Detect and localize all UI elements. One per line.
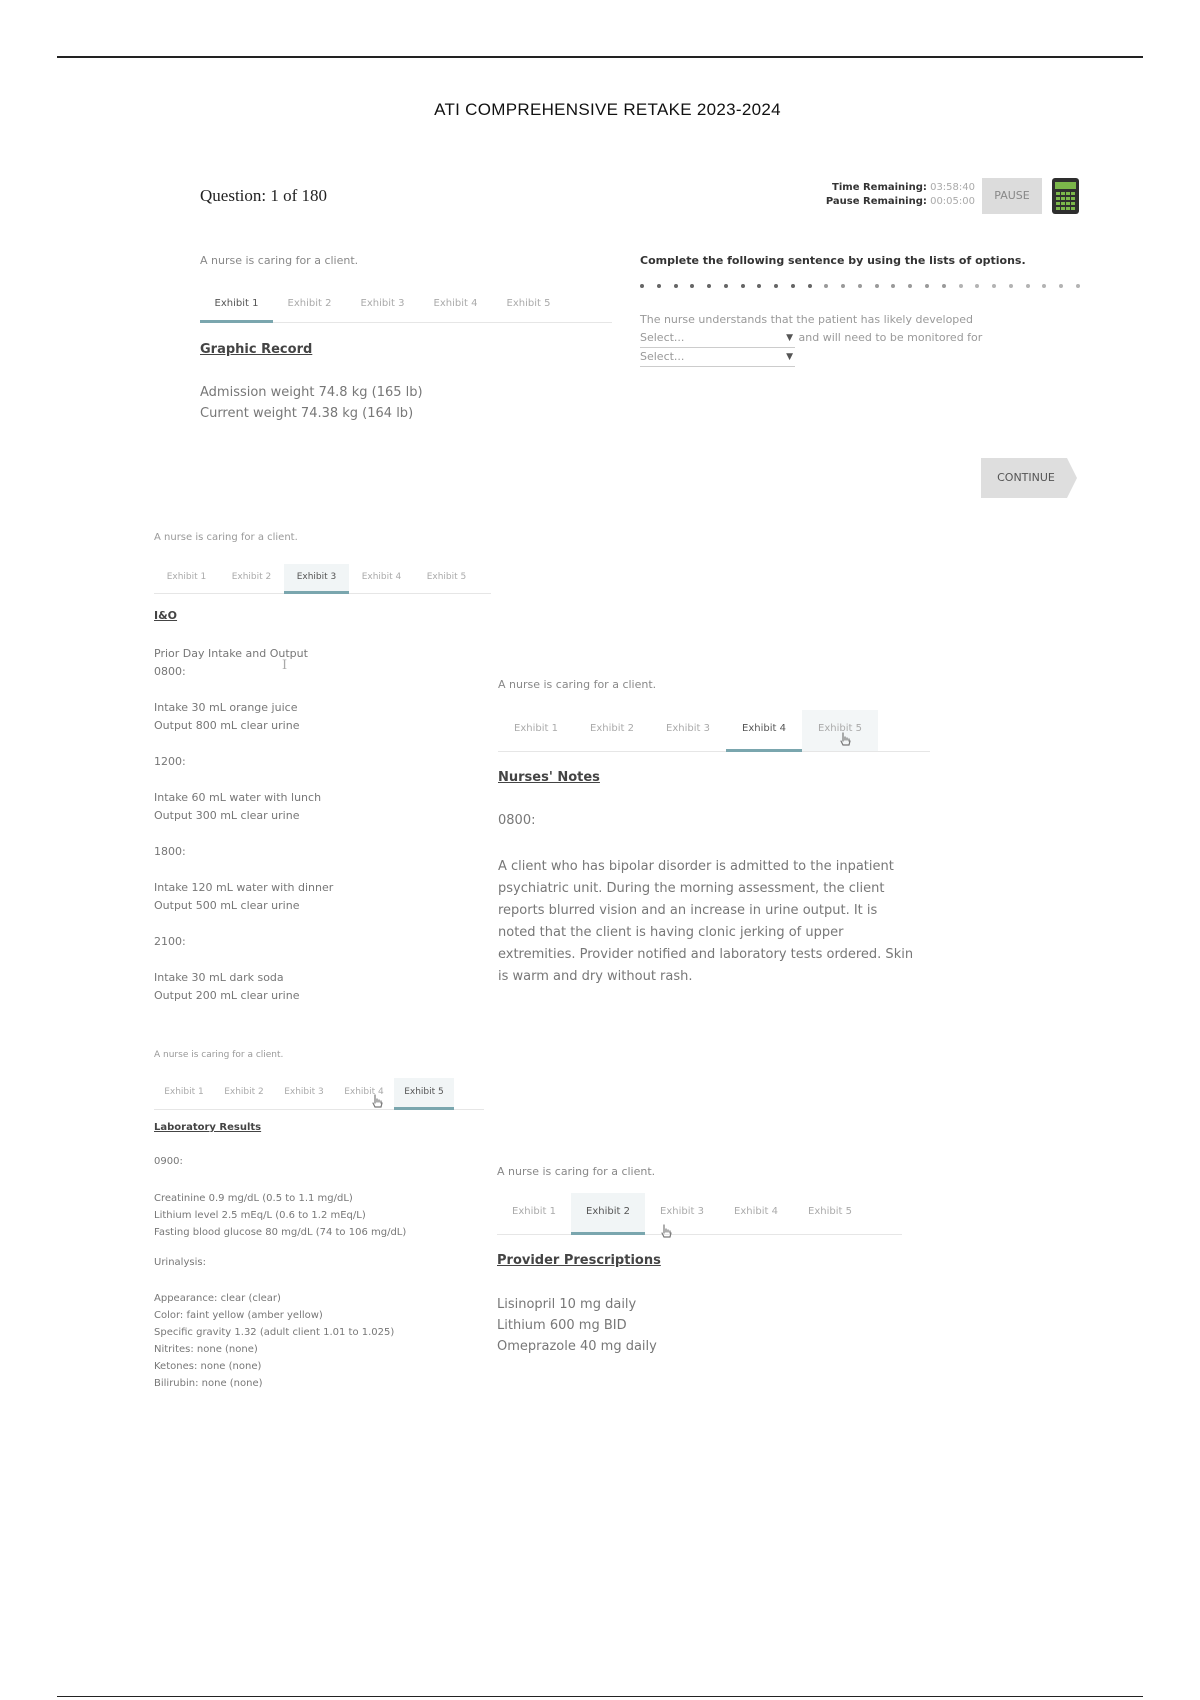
bottom-rule: [57, 1696, 1143, 1697]
document-title: ATI COMPREHENSIVE RETAKE 2023-2024: [434, 100, 781, 119]
tab-exhibit-4[interactable]: Exhibit 4: [726, 710, 802, 751]
sentence-part-2: and will need to be monitored for: [798, 331, 983, 344]
urinalysis-line: Ketones: none (none): [154, 1361, 262, 1372]
exhibit-tabs: [154, 1078, 484, 1110]
select-dropdown-2[interactable]: [640, 348, 795, 367]
tab-exhibit-3[interactable]: Exhibit 3: [360, 298, 405, 309]
prescription-item: Omeprazole 40 mg daily: [497, 1339, 657, 1354]
tab-exhibit-5[interactable]: Exhibit 5: [802, 710, 878, 751]
urinalysis-label: Urinalysis:: [154, 1257, 206, 1268]
text-cursor-icon: I: [282, 658, 288, 673]
urinalysis-line: Appearance: clear (clear): [154, 1293, 281, 1304]
stem-text: A nurse is caring for a client.: [154, 1050, 284, 1060]
continue-label: CONTINUE: [997, 471, 1055, 484]
question-instruction: Complete the following sentence by using the lists of options.: [640, 254, 1026, 267]
notes-line: psychiatric unit. During the morning assessment, the client: [498, 881, 885, 896]
tab-exhibit-4[interactable]: Exhibit 4: [433, 298, 478, 309]
time-remaining-value: 03:58:40: [930, 182, 975, 193]
io-time: 1800:: [154, 845, 186, 858]
io-output: Output 300 mL clear urine: [154, 809, 300, 822]
lab-line: Fasting blood glucose 80 mg/dL (74 to 106 mg/dL): [154, 1227, 407, 1238]
exhibit-tabs: [498, 710, 930, 752]
current-weight: Current weight 74.38 kg (164 lb): [200, 406, 414, 421]
notes-line: A client who has bipolar disorder is admitted to the inpatient: [498, 859, 894, 874]
tab-exhibit-2[interactable]: Exhibit 2: [590, 723, 634, 734]
stem-text: A nurse is caring for a client.: [498, 678, 657, 691]
urinalysis-line: Nitrites: none (none): [154, 1344, 258, 1355]
admission-weight: Admission weight 74.8 kg (165 lb): [200, 385, 423, 400]
urinalysis-line: Bilirubin: none (none): [154, 1378, 263, 1389]
tab-exhibit-3[interactable]: Exhibit 3: [284, 1087, 324, 1097]
tab-exhibit-3[interactable]: Exhibit 3: [666, 723, 710, 734]
lab-time: 0900:: [154, 1156, 183, 1167]
notes-line: is warm and dry without rash.: [498, 969, 693, 984]
tab-exhibit-1[interactable]: Exhibit 1: [200, 292, 273, 322]
lab-line: Creatinine 0.9 mg/dL (0.5 to 1.1 mg/dL): [154, 1193, 353, 1204]
cloze-sentence: [640, 311, 1080, 367]
urinalysis-line: Color: faint yellow (amber yellow): [154, 1310, 323, 1321]
tab-exhibit-1[interactable]: Exhibit 1: [164, 1087, 204, 1097]
chevron-down-icon: ▼: [786, 352, 793, 362]
tab-exhibit-4[interactable]: Exhibit 4: [361, 572, 402, 582]
time-remaining-label: Time Remaining:: [832, 182, 927, 193]
io-output: Output 200 mL clear urine: [154, 989, 300, 1002]
exhibit-tabs: [497, 1193, 902, 1235]
io-time: 2100:: [154, 935, 186, 948]
prescription-item: Lithium 600 mg BID: [497, 1318, 627, 1333]
timers: [760, 181, 975, 209]
stem-text: A nurse is caring for a client.: [200, 254, 359, 267]
io-time: 1200:: [154, 755, 186, 768]
sentence-part-1: The nurse understands that the patient has likely developed: [640, 313, 974, 326]
io-intro-title: Prior Day Intake and Output: [154, 647, 308, 660]
notes-time: 0800:: [498, 813, 536, 828]
tab-exhibit-4[interactable]: Exhibit 4: [344, 1087, 384, 1097]
stem-text: A nurse is caring for a client.: [497, 1165, 656, 1178]
nurses-notes-paragraph: [498, 856, 913, 988]
exhibit-heading: Laboratory Results: [154, 1122, 262, 1133]
prescription-item: Lisinopril 10 mg daily: [497, 1297, 637, 1312]
notes-line: extremities. Provider notified and laboratory tests ordered. Skin: [498, 947, 914, 962]
io-output: Output 500 mL clear urine: [154, 899, 300, 912]
pause-remaining-value: 00:05:00: [930, 196, 975, 207]
tab-exhibit-2[interactable]: Exhibit 2: [224, 1087, 264, 1097]
select-1-value: Select...: [640, 331, 685, 344]
calculator-icon[interactable]: [1052, 178, 1079, 214]
exhibit-tabs: [154, 564, 491, 594]
tab-exhibit-2[interactable]: Exhibit 2: [231, 572, 272, 582]
exhibit-heading: Nurses' Notes: [498, 770, 600, 785]
io-intake: Intake 30 mL orange juice: [154, 701, 298, 714]
tab-exhibit-3[interactable]: Exhibit 3: [284, 564, 349, 593]
stem-text: A nurse is caring for a client.: [154, 532, 298, 543]
tab-exhibit-2[interactable]: Exhibit 2: [287, 298, 332, 309]
lab-line: Lithium level 2.5 mEq/L (0.6 to 1.2 mEq/L): [154, 1210, 366, 1221]
tab-exhibit-4[interactable]: Exhibit 4: [734, 1206, 778, 1217]
tab-exhibit-1[interactable]: Exhibit 1: [512, 1206, 556, 1217]
tab-exhibit-5[interactable]: Exhibit 5: [394, 1078, 454, 1109]
tab-exhibit-1[interactable]: Exhibit 1: [514, 723, 558, 734]
tab-exhibit-5[interactable]: Exhibit 5: [426, 572, 467, 582]
hand-cursor-icon: [659, 1224, 673, 1240]
tab-exhibit-1[interactable]: Exhibit 1: [166, 572, 207, 582]
question-number: Question: 1 of 180: [200, 186, 328, 205]
pause-remaining-label: Pause Remaining:: [825, 196, 927, 207]
tab-exhibit-2[interactable]: Exhibit 2: [571, 1193, 645, 1234]
select-2-value: Select...: [640, 350, 685, 363]
graphic-record-values: [200, 382, 423, 424]
top-rule: [57, 56, 1143, 58]
exhibit-tabs: [200, 292, 612, 323]
select-dropdown-1[interactable]: [640, 329, 795, 348]
exhibit-heading: Graphic Record: [200, 342, 313, 357]
chevron-down-icon: ▼: [786, 333, 793, 343]
progress-dots: [640, 284, 1080, 292]
io-intake: Intake 30 mL dark soda: [154, 971, 284, 984]
urinalysis-values: [154, 1290, 394, 1392]
exhibit-heading: I&O: [154, 609, 178, 622]
io-intake: Intake 60 mL water with lunch: [154, 791, 322, 804]
io-output: Output 800 mL clear urine: [154, 719, 300, 732]
tab-exhibit-3[interactable]: Exhibit 3: [660, 1206, 704, 1217]
urinalysis-line: Specific gravity 1.32 (adult client 1.01 to 1.025): [154, 1327, 395, 1338]
notes-line: reports blurred vision and an increase in urine output. It is: [498, 903, 878, 918]
io-intake: Intake 120 mL water with dinner: [154, 881, 334, 894]
exhibit-heading: Provider Prescriptions: [497, 1253, 661, 1268]
prescription-list: [497, 1294, 657, 1357]
continue-button[interactable]: [981, 458, 1077, 498]
hand-cursor-icon: [370, 1094, 384, 1110]
io-time: 0800:: [154, 665, 186, 678]
tab-exhibit-5[interactable]: Exhibit 5: [808, 1206, 852, 1217]
pause-button[interactable]: PAUSE: [982, 178, 1042, 214]
tab-exhibit-5[interactable]: Exhibit 5: [506, 298, 551, 309]
io-record: [154, 645, 333, 1005]
lab-values: [154, 1190, 406, 1241]
notes-line: noted that the client is having clonic jerking of upper: [498, 925, 844, 940]
hand-cursor-icon: [838, 732, 852, 748]
